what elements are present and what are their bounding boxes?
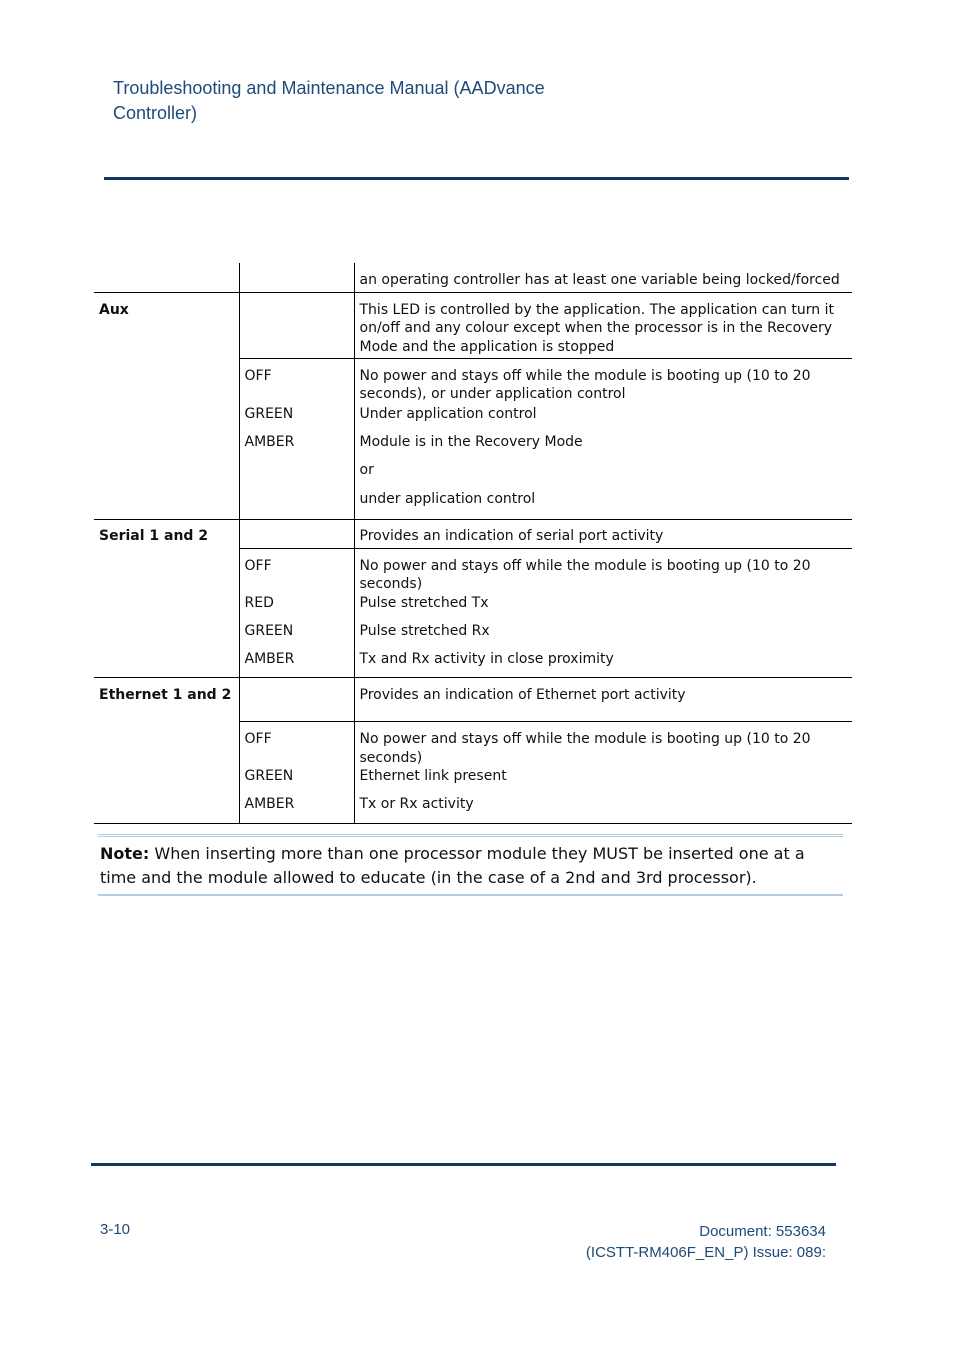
table-row	[94, 519, 852, 548]
table-row	[94, 767, 852, 795]
led-name-cell	[94, 461, 239, 490]
led-state-cell: OFF	[239, 722, 354, 768]
led-state-cell: AMBER	[239, 650, 354, 678]
led-description-cell: Provides an indication of serial port activity	[354, 519, 852, 548]
led-description-cell: Pulse stretched Tx	[354, 594, 852, 622]
led-description-cell: under application control	[354, 490, 852, 519]
page-number: 3-10	[100, 1221, 131, 1238]
led-name-cell	[94, 722, 239, 768]
led-name-cell: Serial 1 and 2	[94, 519, 239, 548]
led-state-cell: AMBER	[239, 433, 354, 461]
led-state-cell: GREEN	[239, 767, 354, 795]
table-row	[94, 292, 852, 358]
led-state-cell: OFF	[239, 548, 354, 594]
led-description-cell: or	[354, 461, 852, 490]
table-row	[94, 433, 852, 461]
led-state-cell	[239, 519, 354, 548]
led-name-cell	[94, 548, 239, 594]
led-state-cell: AMBER	[239, 795, 354, 823]
table-row	[94, 263, 852, 292]
table-row	[94, 678, 852, 722]
led-name-cell	[94, 622, 239, 650]
note-text: When inserting more than one processor module they MUST be inserted one at a time and the module allowed to educate (in the case of a 2nd and 3rd processor).	[100, 844, 805, 887]
table-row	[94, 722, 852, 768]
table-row	[94, 622, 852, 650]
table-row	[94, 358, 852, 405]
led-name-cell	[94, 650, 239, 678]
led-name-cell	[94, 358, 239, 405]
led-description-cell: an operating controller has at least one variable being locked/forced	[354, 263, 852, 292]
led-name-cell	[94, 767, 239, 795]
led-description-cell: Tx or Rx activity	[354, 795, 852, 823]
led-description-cell: Module is in the Recovery Mode	[354, 433, 852, 461]
led-description-cell: Pulse stretched Rx	[354, 622, 852, 650]
note-label: Note:	[100, 844, 150, 863]
table-row	[94, 490, 852, 519]
led-description-cell: No power and stays off while the module is booting up (10 to 20 seconds)	[354, 548, 852, 594]
led-name-cell: Aux	[94, 292, 239, 358]
led-state-cell	[239, 678, 354, 722]
led-name-cell	[94, 490, 239, 519]
led-name-cell	[94, 433, 239, 461]
table-row	[94, 650, 852, 678]
header-divider	[104, 177, 849, 180]
led-name-cell	[94, 594, 239, 622]
led-description-cell: No power and stays off while the module is booting up (10 to 20 seconds)	[354, 722, 852, 768]
table-row	[94, 461, 852, 490]
footer-divider	[91, 1163, 836, 1166]
document-reference	[586, 1221, 826, 1263]
table-row	[94, 795, 852, 823]
led-state-cell	[239, 263, 354, 292]
led-state-cell	[239, 490, 354, 519]
led-state-cell	[239, 461, 354, 490]
page-header-title: Troubleshooting and Maintenance Manual (AADvance Controller)	[113, 78, 545, 123]
led-state-cell: GREEN	[239, 622, 354, 650]
led-name-cell	[94, 405, 239, 433]
led-description-cell: Tx and Rx activity in close proximity	[354, 650, 852, 678]
led-state-cell: RED	[239, 594, 354, 622]
note-box	[98, 834, 843, 896]
document-issue: (ICSTT-RM406F_EN_P) Issue: 089:	[585, 1244, 826, 1261]
led-description-cell: This LED is controlled by the application. The application can turn it on/off and any colour except when the processor is in the Recovery Mode and the application is stopped	[354, 292, 852, 358]
led-state-cell: GREEN	[239, 405, 354, 433]
led-name-cell	[94, 795, 239, 823]
table-row	[94, 548, 852, 594]
led-description-cell: Ethernet link present	[354, 767, 852, 795]
led-description-cell: Provides an indication of Ethernet port activity	[354, 678, 852, 722]
document-number: Document: 553634	[699, 1223, 826, 1240]
table-row	[94, 594, 852, 622]
led-indicator-table	[94, 263, 852, 824]
led-state-cell: OFF	[239, 358, 354, 405]
led-name-cell: Ethernet 1 and 2	[94, 678, 239, 722]
led-description-cell: Under application control	[354, 405, 852, 433]
led-name-cell	[94, 263, 239, 292]
led-description-cell: No power and stays off while the module is booting up (10 to 20 seconds), or under application control	[354, 358, 852, 405]
table-row	[94, 405, 852, 433]
led-state-cell	[239, 292, 354, 358]
